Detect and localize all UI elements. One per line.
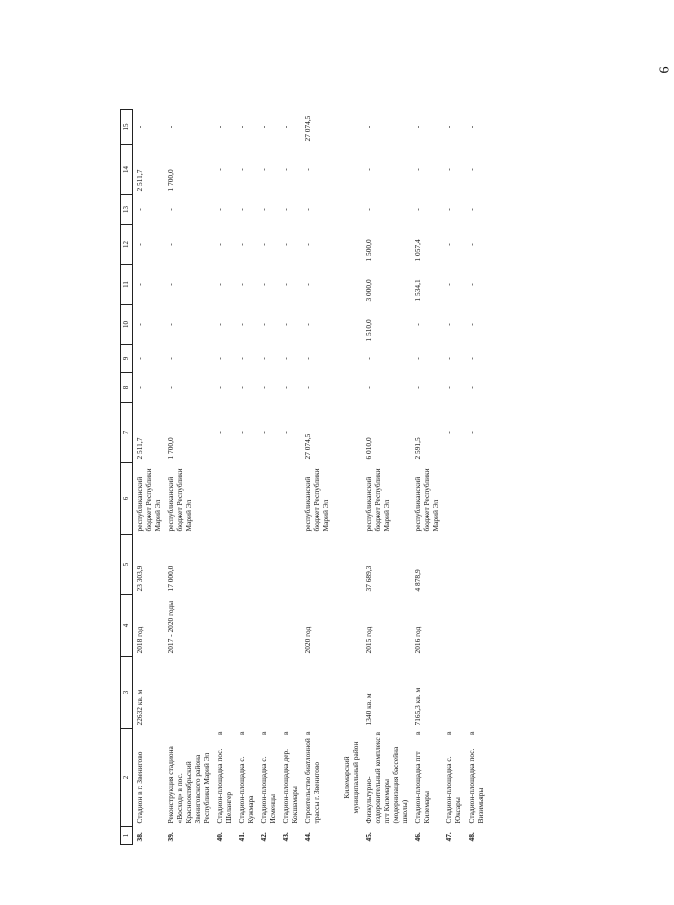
table-row: [213, 110, 235, 845]
table-row: [465, 110, 487, 845]
cell-c11: -: [303, 283, 313, 286]
cell-c8: -: [413, 386, 423, 389]
object-name-text: Стадион-площадка пос. Визимьяры: [466, 748, 485, 824]
page-number: 6: [657, 66, 673, 74]
cell-c13: -: [214, 208, 224, 211]
cell-c6: республиканский бюджет Республики Марий Эл: [303, 468, 331, 532]
cell-c14: -: [466, 168, 476, 171]
cell-c8: -: [236, 386, 246, 389]
table-row: [235, 110, 257, 845]
cell-c6: республиканский бюджет Республики Марий Эл: [165, 468, 193, 532]
name-mark: в: [466, 731, 476, 735]
cell-c11: -: [466, 283, 476, 286]
cell-c14: -: [280, 168, 290, 171]
cell-c7: -: [466, 431, 476, 434]
name-mark: в: [280, 731, 290, 735]
cell-c12: -: [236, 243, 246, 246]
object-name-text: Стадион-площадка пос. Шелангер: [214, 748, 233, 824]
cell-c9: -: [303, 357, 313, 360]
object-name: [213, 729, 235, 827]
cell-c15: 27 074,5: [303, 115, 313, 142]
cell-c11: -: [280, 283, 290, 286]
cell-c14: 1 700,0: [165, 169, 175, 192]
column-header-7: 7: [121, 403, 133, 463]
cell-c9: -: [236, 357, 246, 360]
cell-c14: -: [258, 168, 268, 171]
cell-c15: -: [466, 125, 476, 129]
cell-c12: 1 500,0: [364, 239, 374, 262]
cell-c4: 2018 год: [134, 626, 144, 654]
cell-c5: [279, 535, 301, 595]
row-number: 45.: [364, 832, 374, 842]
cell-c3: [213, 657, 235, 729]
cell-c12: -: [444, 243, 454, 246]
name-mark: в: [413, 731, 423, 735]
cell-c6: республиканский бюджет Республики Марий Эл: [364, 468, 392, 532]
cell-c15: -: [364, 125, 374, 129]
object-name: [301, 729, 332, 827]
cell-c4: [257, 595, 279, 657]
row-number: 48.: [466, 832, 476, 842]
table-row: [279, 110, 301, 845]
cell-c3: 1340 кв. м: [364, 693, 374, 726]
cell-c3: [465, 657, 487, 729]
cell-c15: -: [258, 125, 268, 129]
cell-c7: -: [236, 431, 246, 434]
column-header-4: 4: [121, 595, 133, 657]
cell-c14: -: [364, 168, 374, 171]
cell-c15: -: [280, 125, 290, 129]
cell-c7: 6 010,0: [364, 437, 374, 460]
cell-c4: 2020 год: [303, 626, 313, 654]
cell-c10: -: [466, 323, 476, 326]
cell-c9: -: [280, 357, 290, 360]
cell-c5: [301, 535, 332, 595]
cell-c5: 23 303,9: [134, 565, 144, 592]
cell-c4: [442, 595, 464, 657]
row-number: 42.: [258, 832, 268, 842]
object-name: [465, 729, 487, 827]
cell-c6: [235, 463, 257, 535]
cell-c7: -: [258, 431, 268, 434]
column-header-11: 11: [121, 265, 133, 305]
object-name: [164, 729, 213, 827]
cell-c15: -: [413, 125, 423, 129]
column-header-15: 15: [121, 110, 133, 145]
cell-c7: 1 700,0: [165, 437, 175, 460]
cell-c4: 2017 - 2020 годы: [165, 600, 175, 654]
object-name-text: Стадион-площадка с. Юксары: [444, 756, 463, 824]
cell-c12: -: [303, 243, 313, 246]
cell-c10: -: [258, 323, 268, 326]
cell-c4: 2015 год: [364, 626, 374, 654]
cell-c4: [235, 595, 257, 657]
cell-c6: [213, 463, 235, 535]
cell-c3: [257, 657, 279, 729]
cell-c14: -: [236, 168, 246, 171]
cell-c8: -: [280, 386, 290, 389]
cell-c4: 2016 год: [413, 626, 423, 654]
cell-c13: -: [364, 208, 374, 211]
cell-c11: -: [214, 283, 224, 286]
cell-c4: [213, 595, 235, 657]
table-body: [132, 110, 487, 845]
cell-c13: -: [280, 208, 290, 211]
cell-c9: -: [214, 357, 224, 360]
cell-c3: [279, 657, 301, 729]
cell-c13: -: [134, 208, 144, 211]
cell-c4: [279, 595, 301, 657]
cell-c15: -: [165, 125, 175, 129]
cell-c13: -: [258, 208, 268, 211]
object-name-text: Строительство биатлонной трассы г. Звенигово: [303, 738, 322, 824]
cell-c10: -: [413, 323, 423, 326]
cell-c7: -: [444, 431, 454, 434]
cell-c12: -: [258, 243, 268, 246]
object-name-text: Стадион-площадка с. Кужмара: [236, 756, 255, 824]
cell-c5: [235, 535, 257, 595]
cell-c9: -: [134, 357, 144, 360]
row-number: 47.: [444, 832, 454, 842]
cell-c4: [465, 595, 487, 657]
cell-c14: 2 511,7: [134, 169, 144, 192]
row-number: 38.: [134, 832, 144, 842]
column-header-5: 5: [121, 535, 133, 595]
cell-c9: -: [466, 357, 476, 360]
column-header-3: 3: [121, 657, 133, 729]
row-number: 44.: [303, 832, 313, 842]
column-header-12: 12: [121, 225, 133, 265]
cell-c6: [465, 463, 487, 535]
cell-c14: -: [214, 168, 224, 171]
cell-c12: -: [165, 243, 175, 246]
objects-table: [120, 109, 487, 845]
cell-c6: [279, 463, 301, 535]
name-mark: в: [214, 731, 224, 735]
column-header-9: 9: [121, 345, 133, 373]
cell-c3: [301, 657, 332, 729]
column-header-14: 14: [121, 145, 133, 195]
cell-c3: [235, 657, 257, 729]
cell-c8: -: [134, 386, 144, 389]
cell-c14: -: [413, 168, 423, 171]
cell-c13: -: [165, 208, 175, 211]
cell-c10: -: [280, 323, 290, 326]
cell-c11: 1 534,1: [413, 279, 423, 302]
cell-c7: -: [280, 431, 290, 434]
row-number: 46.: [413, 832, 423, 842]
row-number: 39.: [165, 832, 175, 842]
cell-c14: -: [444, 168, 454, 171]
cell-c10: -: [236, 323, 246, 326]
cell-c9: -: [165, 357, 175, 360]
cell-c6: республиканский бюджет Республики Марий Эл: [413, 468, 441, 532]
cell-c3: [442, 657, 464, 729]
cell-c10: -: [444, 323, 454, 326]
table-header-row: [121, 110, 133, 845]
object-name: [362, 729, 411, 827]
cell-c13: -: [413, 208, 423, 211]
cell-c3: 22632 кв. м: [134, 689, 144, 726]
table-row: [362, 110, 411, 845]
table-row: [301, 110, 332, 845]
cell-c7: 27 074,5: [303, 433, 313, 460]
cell-c7: 2 511,7: [134, 437, 144, 460]
column-header-1: 1: [121, 827, 133, 845]
cell-c13: -: [303, 208, 313, 211]
region-spacer: [332, 827, 362, 845]
cell-c11: -: [444, 283, 454, 286]
cell-c13: -: [236, 208, 246, 211]
cell-c6: [442, 463, 464, 535]
cell-c10: -: [214, 323, 224, 326]
cell-c3: [164, 657, 213, 729]
cell-c11: -: [134, 283, 144, 286]
cell-c3: 7165,3 кв. м: [413, 687, 423, 726]
object-name: [279, 729, 301, 827]
column-header-13: 13: [121, 195, 133, 225]
object-name-text: Стадион-площадка дер. Кокшамары: [280, 748, 299, 824]
table-row: [164, 110, 213, 845]
row-number: 43.: [280, 832, 290, 842]
cell-c7: 2 591,5: [413, 437, 423, 460]
cell-c10: 1 510,0: [364, 319, 374, 342]
cell-c5: [442, 535, 464, 595]
cell-c11: -: [258, 283, 268, 286]
region-heading: Килемарский муниципальный район: [342, 741, 361, 814]
row-number: 41.: [236, 832, 246, 842]
cell-c9: -: [444, 357, 454, 360]
cell-c8: -: [364, 386, 374, 389]
name-mark: в: [303, 731, 313, 735]
cell-c8: -: [258, 386, 268, 389]
object-name: [257, 729, 279, 827]
cell-c12: -: [214, 243, 224, 246]
table-row: [132, 110, 164, 845]
cell-c11: 3 000,0: [364, 279, 374, 302]
rotated-table-container: [120, 110, 600, 845]
cell-c15: -: [236, 125, 246, 129]
cell-c13: -: [444, 208, 454, 211]
cell-c9: -: [258, 357, 268, 360]
cell-c5: 37 689,3: [364, 565, 374, 592]
cell-c5: [257, 535, 279, 595]
cell-c15: -: [214, 125, 224, 129]
cell-c8: -: [303, 386, 313, 389]
cell-c9: -: [413, 357, 423, 360]
object-name-text: Стадион в г. Звенигово: [134, 751, 144, 824]
column-header-2: 2: [121, 729, 133, 827]
cell-c10: -: [303, 323, 313, 326]
cell-c15: -: [134, 125, 144, 129]
cell-c12: -: [280, 243, 290, 246]
cell-c13: -: [466, 208, 476, 211]
object-name: [132, 729, 164, 827]
object-name-text: Стадион-площадка с. Исменцы: [258, 756, 277, 824]
cell-c10: -: [165, 323, 175, 326]
cell-c10: -: [134, 323, 144, 326]
cell-c8: -: [466, 386, 476, 389]
object-name-text: Реконструкция стадиона «Восход» в пос. Краснооктябрьский Звениговского района Республики Марий Эл: [165, 746, 211, 824]
cell-c12: -: [134, 243, 144, 246]
cell-c5: 17 000,0: [165, 565, 175, 592]
table-row: [411, 110, 442, 845]
object-name: [442, 729, 464, 827]
object-name-text: Стадион-площадка пгт Килемары: [413, 751, 432, 824]
region-row: [332, 110, 362, 845]
column-header-8: 8: [121, 373, 133, 403]
name-mark: в: [258, 731, 268, 735]
column-header-6: 6: [121, 463, 133, 535]
cell-c6: республиканский бюджет Республики Марий Эл: [134, 468, 162, 532]
table-row: [257, 110, 279, 845]
cell-c8: -: [214, 386, 224, 389]
table-row: [442, 110, 464, 845]
name-mark: в: [444, 731, 454, 735]
region-fill: [332, 110, 362, 729]
cell-c12: -: [466, 243, 476, 246]
cell-c14: -: [303, 168, 313, 171]
cell-c12: 1 057,4: [413, 239, 423, 262]
cell-c5: [465, 535, 487, 595]
cell-c8: -: [165, 386, 175, 389]
row-number: 40.: [214, 832, 224, 842]
column-header-10: 10: [121, 305, 133, 345]
object-name: [411, 729, 442, 827]
cell-c7: -: [214, 431, 224, 434]
object-name: [235, 729, 257, 827]
cell-c9: -: [364, 357, 374, 360]
cell-c8: -: [444, 386, 454, 389]
cell-c11: -: [236, 283, 246, 286]
name-mark: в: [236, 731, 246, 735]
cell-c5: [213, 535, 235, 595]
cell-c6: [257, 463, 279, 535]
cell-c5: 4 878,9: [413, 569, 423, 592]
cell-c11: -: [165, 283, 175, 286]
cell-c15: -: [444, 125, 454, 129]
object-name-text: Физкультурно-оздоровительный комплекс в пгт Килемары (модернизация бассейна школы): [364, 732, 410, 824]
